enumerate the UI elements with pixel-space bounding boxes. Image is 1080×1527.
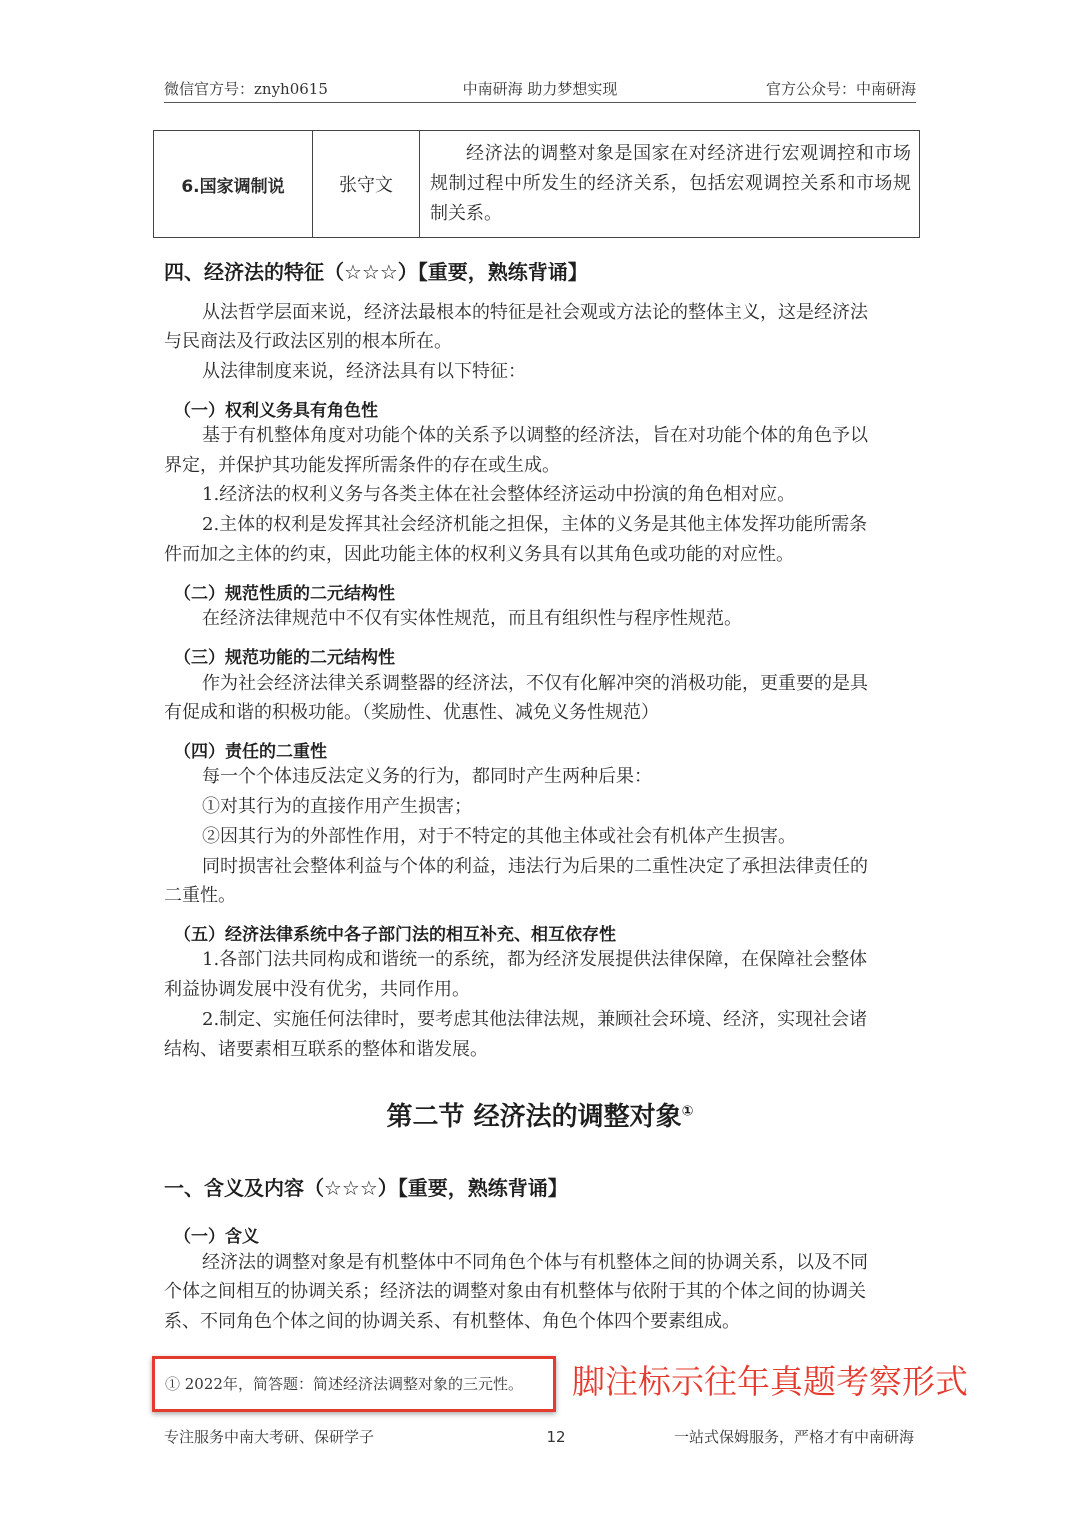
- paragraph-line: 作为社会经济法律关系调整器的经济法，不仅有化解冲突的消极功能，更重要的是具: [202, 673, 868, 694]
- subheading-dual-liability: （四）责任的二重性: [174, 742, 327, 762]
- footnote-marker: ①: [681, 1103, 694, 1120]
- header-slogan: 中南研海 助力梦想实现: [462, 80, 618, 98]
- table-row: [154, 131, 920, 238]
- footer-left: 专注服务中南大考研、保研学子: [164, 1428, 375, 1446]
- paragraph-line: 每一个个体违反法定义务的行为，都同时产生两种后果：: [202, 766, 652, 787]
- subheading-norm-nature: （二）规范性质的二元结构性: [174, 584, 395, 604]
- table-cell-author: 张守文: [313, 131, 420, 238]
- paragraph-line: 基于有机整体角度对功能个体的关系予以调整的经济法，旨在对功能个体的角色予以: [202, 425, 868, 446]
- paragraph-line: 界定，并保护其功能发挥所需条件的存在或生成。: [164, 455, 560, 476]
- subheading-meaning: （一）含义: [174, 1227, 259, 1247]
- paragraph-line: 有促成和谐的积极功能。（奖励性、优惠性、减免义务性规范）: [164, 702, 659, 723]
- paragraph-line: 件而加之主体的约束，因此功能主体的权利义务具有以其角色或功能的对应性。: [164, 544, 794, 565]
- paragraph-line: 同时损害社会整体利益与个体的利益，违法行为后果的二重性决定了承担法律责任的: [202, 856, 868, 877]
- paragraph-line: 2.主体的权利是发挥其社会经济机能之担保，主体的义务是其他主体发挥功能所需条: [202, 514, 868, 535]
- paragraph-line: 从法律制度来说，经济法具有以下特征：: [202, 361, 526, 382]
- paragraph-line: 经济法的调整对象是有机整体中不同角色个体与有机整体之间的协调关系，以及不同: [202, 1252, 868, 1273]
- paragraph-line: 2.制定、实施任何法律时，要考虑其他法律法规，兼顾社会环境、经济，实现社会诸: [202, 1009, 868, 1030]
- annotation-label: 脚注标示往年真题考察形式: [572, 1362, 968, 1401]
- paragraph-line: 系、不同角色个体之间的协调关系、有机整体、角色个体四个要素组成。: [164, 1311, 740, 1332]
- subheading-role-nature: （一）权利义务具有角色性: [174, 401, 378, 421]
- paragraph-line: 1.经济法的权利义务与各类主体在社会整体经济运动中扮演的角色相对应。: [202, 484, 796, 505]
- page-header: [164, 78, 916, 103]
- footnote-text: ① 2022年，简答题：简述经济法调整对象的三元性。: [165, 1375, 523, 1393]
- paragraph-line: 在经济法律规范中不仅有实体性规范，而且有组织性与程序性规范。: [202, 608, 742, 629]
- table-cell-description: 经济法的调整对象是国家在对经济进行宏观调控和市场规制过程中所发生的经济关系，包括宏观调控关系和市场规制关系。: [420, 131, 920, 238]
- paragraph-line: 二重性。: [164, 885, 236, 906]
- paragraph-line: 结构、诸要素相互联系的整体和谐发展。: [164, 1039, 488, 1060]
- paragraph-line: ②因其行为的外部性作用，对于不特定的其他主体或社会有机体产生损害。: [202, 826, 796, 847]
- subheading-interdependence: （五）经济法律系统中各子部门法的相互补充、相互依存性: [174, 925, 616, 945]
- subheading-norm-function: （三）规范功能的二元结构性: [174, 648, 395, 668]
- table-cell-theory: 6.国家调制说: [154, 131, 313, 238]
- header-official-account: 官方公众号：中南研海: [765, 80, 916, 98]
- paragraph-line: ①对其行为的直接作用产生损害；: [202, 796, 472, 817]
- paragraph-line: 利益协调发展中没有优劣，共同作用。: [164, 979, 470, 1000]
- paragraph-line: 从法哲学层面来说，经济法最根本的特征是社会观或方法论的整体主义，这是经济法: [202, 302, 868, 323]
- paragraph-line: 个体之间相互的协调关系；经济法的调整对象由有机整体与依附于其的个体之间的协调关: [164, 1281, 866, 1302]
- page-number: 12: [546, 1428, 566, 1446]
- chapter-title-text: 第二节 经济法的调整对象: [386, 1102, 682, 1132]
- footer-right: 一站式保姆服务，严格才有中南研海: [673, 1428, 914, 1446]
- section-heading-characteristics: 四、经济法的特征（☆☆☆）【重要，熟练背诵】: [164, 260, 588, 284]
- header-wechat-id: 微信官方号：znyh0615: [164, 80, 328, 98]
- chapter-title: [0, 1096, 1080, 1133]
- paragraph-line: 与民商法及行政法区别的根本所在。: [164, 331, 452, 352]
- section-heading-meaning: 一、含义及内容（☆☆☆）【重要，熟练背诵】: [164, 1176, 568, 1200]
- paragraph-line: 1.各部门法共同构成和谐统一的系统，都为经济发展提供法律保障，在保障社会整体: [202, 949, 868, 970]
- footnote-highlight-box: [152, 1356, 556, 1412]
- theory-table: [153, 130, 920, 238]
